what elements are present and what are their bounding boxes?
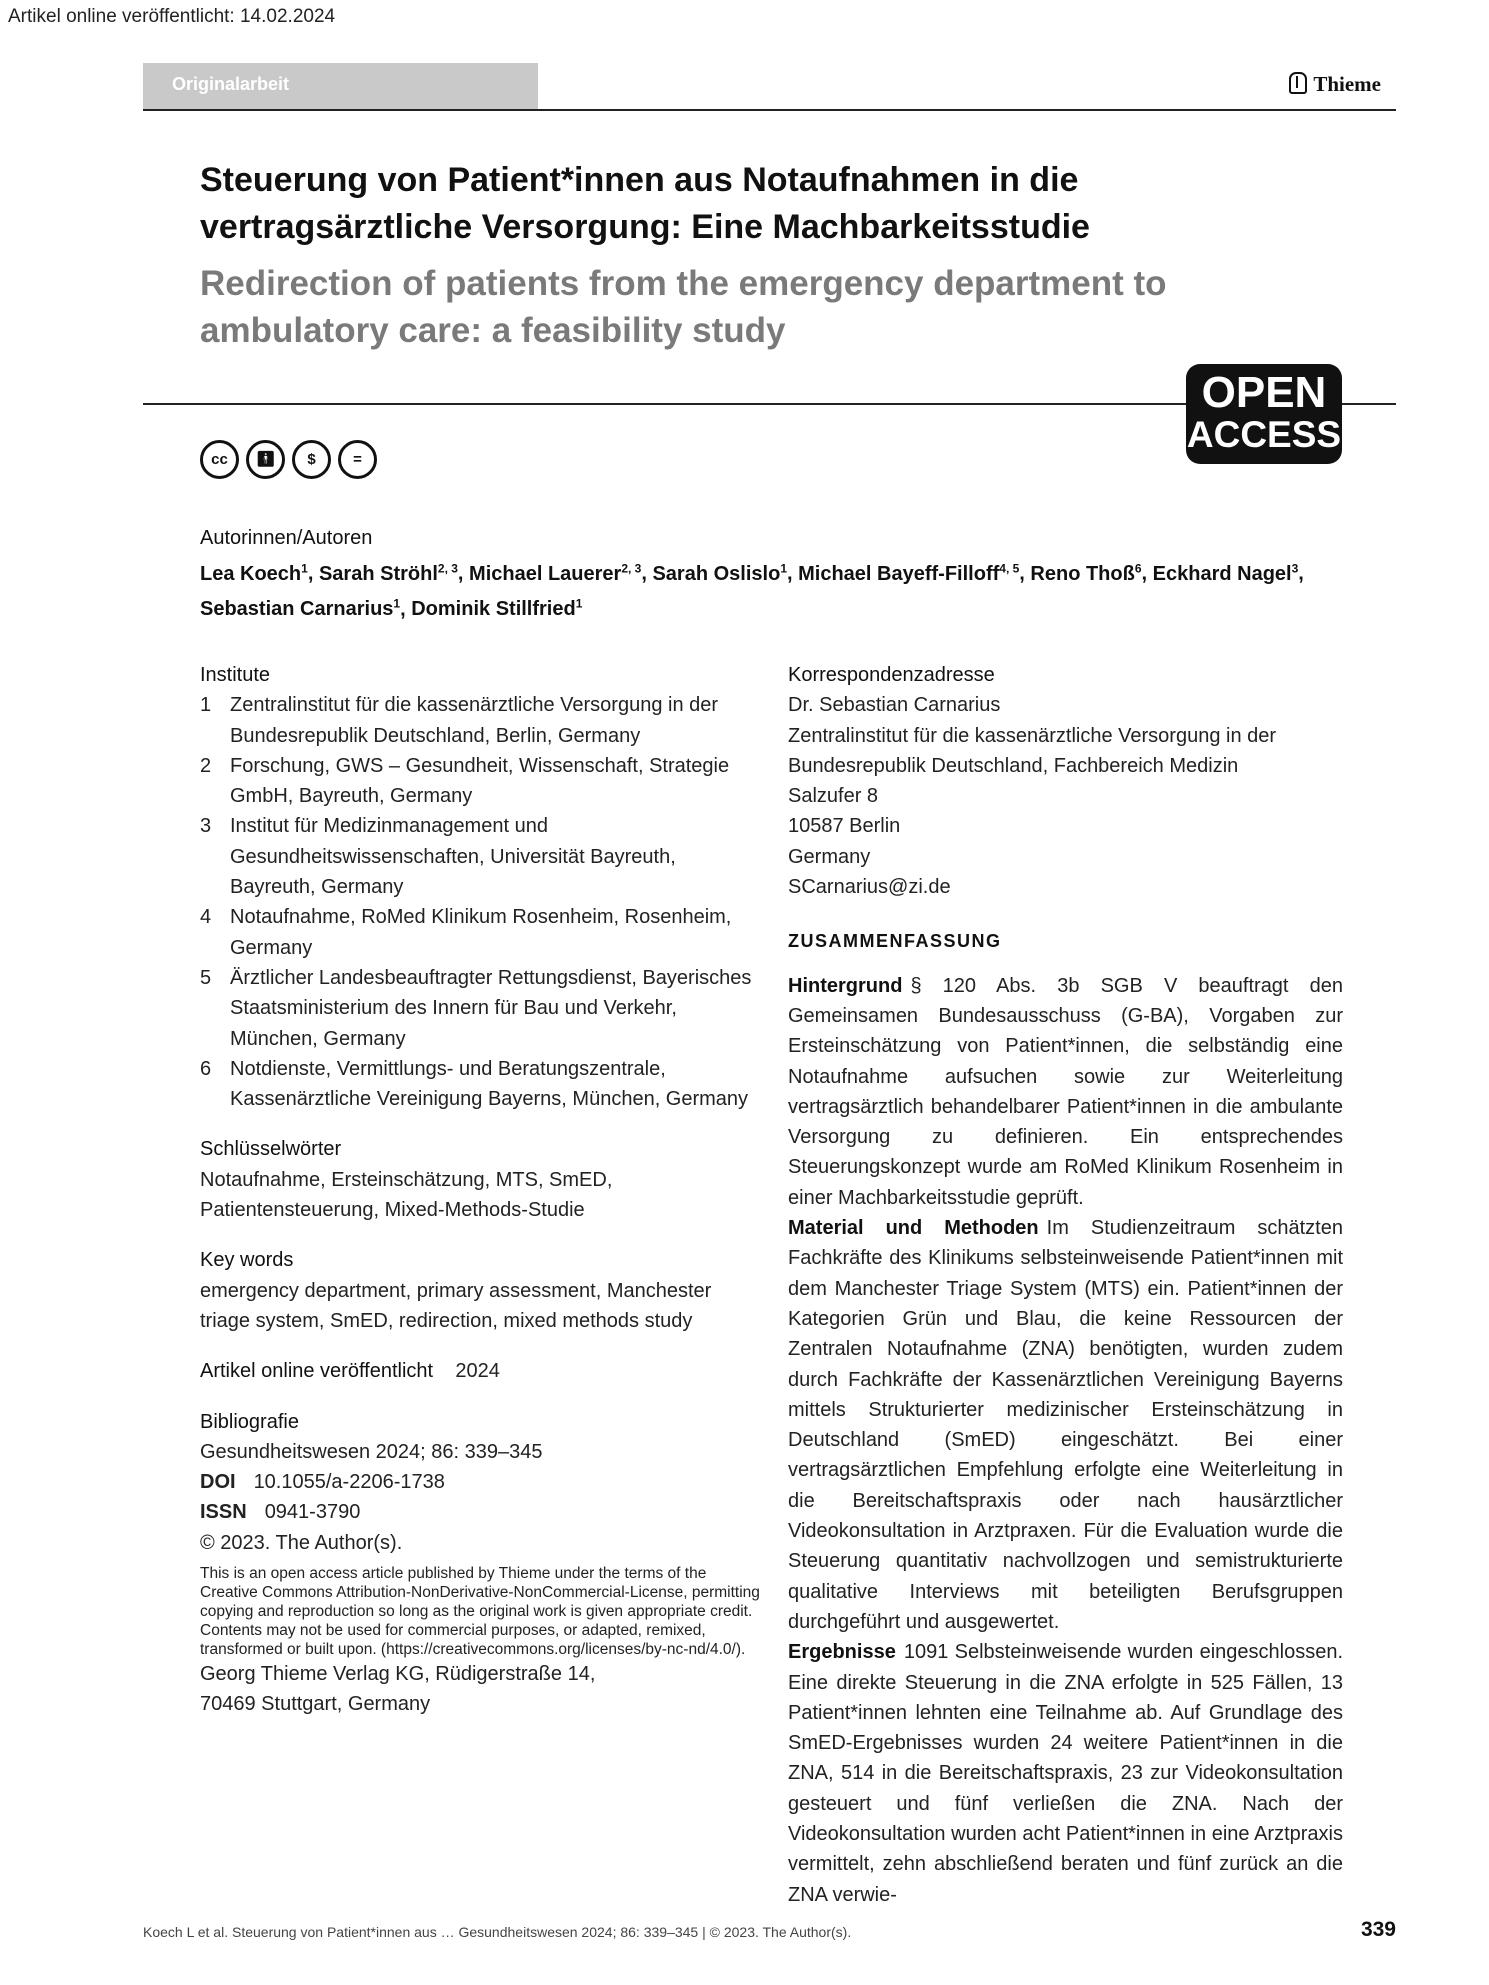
institute-text: Ärztlicher Landesbeauftragter Rettungsdienst, Bayerisches Staatsministerium des Innern für Bau und Verkehr, München, Germany xyxy=(230,966,752,1050)
abstract-methods-text: Im Studienzeitraum schätzten Fachkräfte des Klinikums selbsteinweisende Patient*innen mit dem Manchester Triage System (MTS) ein. Patient*innen der Kategorien Grün und Blau, die keine Ressourcen der Zentralen Notaufnahme (ZNA) benötigten, wurden zudem durch Fachkräfte der Kassenärztlichen Vereinigung Bayerns mittels Strukturierter medizinischer Ersteinschätzung in Deutschland (SmED) eingeschätzt. Bei einer vertragsärztlichen Empfehlung erfolgte eine Weiterleitung in die Bereitschaftspraxis oder nach hausärztlicher Videokonsultation in Arztpraxen. Für die Evaluation wurde die Steuerung quantitativ nachvollzogen und semistrukturierte qualitative Interviews mit beteiligten Berufsgruppen durchgeführt und ausgewertet. xyxy=(788,1217,1343,1633)
left-column xyxy=(200,660,760,1720)
author xyxy=(200,563,308,585)
by-person-icon: 🚹︎ xyxy=(246,440,285,479)
author xyxy=(319,563,458,585)
cc-license-icons xyxy=(200,440,384,480)
abstract-heading: ZUSAMMENFASSUNG xyxy=(788,931,1002,952)
institute-item xyxy=(200,751,760,812)
institute-item xyxy=(200,811,760,902)
doi-label: DOI xyxy=(200,1471,236,1494)
published-year: 2024 xyxy=(455,1360,500,1383)
open-access-line2: ACCESS xyxy=(1186,414,1342,455)
running-footer: Koech L et al. Steuerung von Patient*innen aus … Gesundheitswesen 2024; 86: 339–345 | © 2023. The Author(s). xyxy=(143,1924,852,1940)
author-name: Reno Thoß xyxy=(1030,562,1135,585)
publisher-address-1: Georg Thieme Verlag KG, Rüdigerstraße 14, xyxy=(200,1663,596,1686)
institutes-heading: Institute xyxy=(200,664,271,686)
no-derivatives-icon: = xyxy=(338,440,377,479)
abstract-methods-label: Material und Methoden xyxy=(788,1217,1039,1240)
abstract-background xyxy=(788,971,1343,1213)
keywords-en: emergency department, primary assessment, Manchester triage system, SmED, redirection, mixed methods study xyxy=(200,1279,712,1332)
author xyxy=(469,563,641,585)
correspondence-heading: Korrespondenzadresse xyxy=(788,664,995,686)
issn-line xyxy=(200,1497,760,1527)
institute-item xyxy=(200,690,760,751)
institute-item xyxy=(200,902,760,963)
author-name: Sarah Ströhl xyxy=(318,562,438,585)
non-commercial-icon: $ xyxy=(292,440,331,479)
institute-text: Institut für Medizinmanagement und Gesundheitswissenschaften, Universität Bayreuth, Bayreuth, Germany xyxy=(230,815,676,899)
author-affiliation: 3 xyxy=(1291,561,1299,575)
institute-item xyxy=(200,1054,760,1115)
published-line xyxy=(200,1356,760,1386)
keywords-de-heading: Schlüsselwörter xyxy=(200,1138,342,1161)
author-affiliation: 4, 5 xyxy=(999,561,1020,575)
institute-text: Forschung, GWS – Gesundheit, Wissenschaft, Strategie GmbH, Bayreuth, Germany xyxy=(230,754,730,808)
doi-value[interactable]: 10.1055/a-2206-1738 xyxy=(253,1471,445,1494)
abstract-results xyxy=(788,1637,1343,1910)
right-column xyxy=(788,660,1343,1910)
correspondence-institution: Zentralinstitut für die kassenärztliche Versorgung in der Bundesrepublik Deutschland, Fachbereich Medizin xyxy=(788,724,1277,777)
author-name: Eckhard Nagel xyxy=(1152,562,1292,585)
license-text: This is an open access article published by Thieme under the terms of the Creative Commons Attribution-NonDerivative-NonCommercial-License, permitting copying and reproduction so long as the original work is given appropriate credit. Contents may not be used for commercial purposes, or adapted, remixed, transformed or built upon. (https://creativecommons.org/licenses/by-nc-nd/4.0/). xyxy=(200,1565,760,1659)
author-affiliation: 2, 3 xyxy=(621,561,642,575)
title-english: Redirection of patients from the emergency department to ambulatory care: a feasibility study xyxy=(200,264,1167,350)
institute-text: Notdienste, Vermittlungs- und Beratungszentrale, Kassenärztliche Vereinigung Bayerns, München, Germany xyxy=(230,1057,749,1111)
section-label: Originalarbeit xyxy=(172,74,290,94)
author xyxy=(1030,563,1141,585)
open-access-badge xyxy=(1186,364,1342,464)
institutes-list xyxy=(200,690,760,1114)
institute-text: Zentralinstitut für die kassenärztliche Versorgung in der Bundesrepublik Deutschland, Berlin, Germany xyxy=(230,694,719,747)
publisher-name: Thieme xyxy=(1313,72,1381,96)
abstract-background-text: § 120 Abs. 3b SGB V beauftragt den Gemeinsamen Bundesausschuss (G-BA), Vorgaben zur Ersteinschätzung von Patient*innen, die selbständig eine Notaufnahme aufsuchen sowie zur Weiterleitung vertragsärztlich behandelbarer Patient*innen in die ambulante Versorgung zu definieren. Ein entsprechendes Steuerungskonzept wurde am RoMed Klinikum Rosenheim in einer Machbarkeitsstudie geprüft. xyxy=(788,974,1343,1209)
institute-number: 3 xyxy=(200,815,212,838)
header-rule xyxy=(143,109,1396,111)
institute-item xyxy=(200,963,760,1054)
open-access-line1: OPEN xyxy=(1201,368,1327,417)
author xyxy=(411,598,582,620)
author-name: Michael Bayeff-Filloff xyxy=(798,562,1000,585)
published-label: Artikel online veröffentlicht xyxy=(200,1360,434,1383)
cc-icon: cc xyxy=(200,440,239,479)
author-name: Sebastian Carnarius xyxy=(200,598,394,621)
author-affiliation: 1 xyxy=(393,596,401,611)
doi-line xyxy=(200,1467,760,1497)
author-affiliation: 2, 3 xyxy=(437,561,458,575)
institute-number: 6 xyxy=(200,1057,212,1080)
institute-number: 4 xyxy=(200,906,212,929)
correspondence-street: Salzufer 8 xyxy=(788,785,879,808)
bibliografie-heading: Bibliografie xyxy=(200,1410,299,1433)
author-affiliation: 1 xyxy=(575,596,583,611)
online-published-note: Artikel online veröffentlicht: 14.02.2024 xyxy=(8,6,336,27)
author-list: Lea Koech$^1$, Sarah Ströhl$^{2, 3}$, Michael Lauerer$^{2, 3}$, Sarah Oslislo$^1$, Michael Bayeff-Filloff$^{4, 5}$, Reno Thoß$^6$, Eckhard Nagel$^3$, Sebastian Carnarius$^1$, Dominik Stillfried$^1$ xyxy=(200,561,1304,621)
correspondence-name: Dr. Sebastian Carnarius xyxy=(788,694,1001,717)
thieme-mark-icon xyxy=(1289,72,1307,94)
author-name: Sarah Oslislo xyxy=(652,562,781,585)
author-affiliation: 6 xyxy=(1134,561,1142,575)
keywords-de: Notaufnahme, Ersteinschätzung, MTS, SmED, Patientensteuerung, Mixed-Methods-Studie xyxy=(200,1168,613,1222)
institute-number: 1 xyxy=(200,694,212,717)
correspondence-email[interactable]: SCarnarius@zi.de xyxy=(788,876,951,899)
abstract-background-label: Hintergrund xyxy=(788,974,903,997)
institute-number: 2 xyxy=(200,754,212,777)
author xyxy=(1153,563,1299,585)
citation: Gesundheitswesen 2024; 86: 339–345 xyxy=(200,1440,543,1463)
page-number: 339 xyxy=(1360,1918,1396,1941)
keywords-en-heading: Key words xyxy=(200,1249,294,1272)
author xyxy=(652,563,787,585)
author-affiliation: 1 xyxy=(301,561,308,575)
title-german: Steuerung von Patient*innen aus Notaufnahmen in die vertragsärztliche Versorgung: Eine Machbarkeitsstudie xyxy=(200,161,1090,246)
author-name: Michael Lauerer xyxy=(469,562,622,585)
author-name: Lea Koech xyxy=(200,562,302,585)
author xyxy=(200,598,400,620)
publisher-logo xyxy=(1289,72,1381,97)
publisher-address-2: 70469 Stuttgart, Germany xyxy=(200,1693,431,1716)
abstract-results-text: 1091 Selbsteinweisende wurden eingeschlossen. Eine direkte Steuerung in die ZNA erfolgte in 525 Fällen, 13 Patient*innen lehnten eine Teilnahme ab. Auf Grundlage des SmED-Ergebnisses wurden 24 weitere Patient*innen in die ZNA, 514 in die Bereitschaftspraxis, 23 zur Videokonsultation gesteuert und fünf verließen die ZNA. Nach der Videokonsultation wurden acht Patient*innen in eine Arztpraxis vermittelt, zehn abschließend beraten und fünf zurück an die ZNA verwie- xyxy=(788,1641,1343,1906)
issn-label: ISSN xyxy=(200,1501,247,1524)
authors-heading: Autorinnen/Autoren xyxy=(200,527,373,549)
abstract-methods xyxy=(788,1213,1343,1637)
institute-number: 5 xyxy=(200,966,212,989)
correspondence-country: Germany xyxy=(788,845,871,868)
author xyxy=(798,563,1019,585)
institute-text: Notaufnahme, RoMed Klinikum Rosenheim, Rosenheim, Germany xyxy=(230,906,732,959)
abstract-results-label: Ergebnisse xyxy=(788,1641,896,1664)
correspondence-city: 10587 Berlin xyxy=(788,815,901,838)
author-name: Dominik Stillfried xyxy=(411,598,576,621)
copyright: © 2023. The Author(s). xyxy=(200,1531,403,1554)
author-affiliation: 1 xyxy=(780,561,787,575)
issn-value: 0941-3790 xyxy=(264,1501,361,1524)
